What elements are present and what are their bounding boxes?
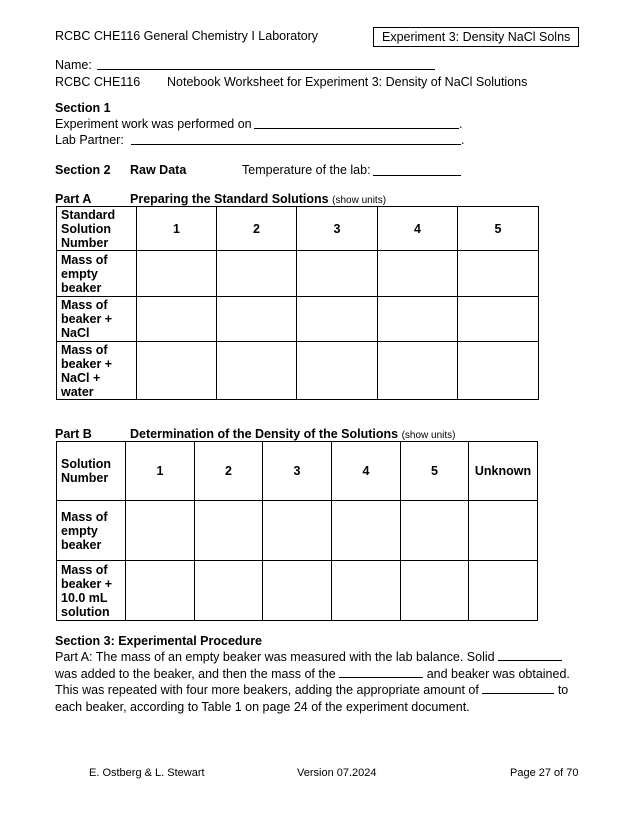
corner-cell: Solution Number	[57, 442, 126, 501]
data-cell[interactable]	[217, 297, 297, 342]
data-cell[interactable]	[469, 501, 538, 561]
data-cell[interactable]	[217, 342, 297, 400]
section1-heading: Section 1	[55, 101, 111, 115]
experiment-box: Experiment 3: Density NaCl Solns	[373, 27, 579, 47]
column-header: 4	[332, 442, 401, 501]
column-header: 2	[217, 207, 297, 251]
procedure-line-1: Part A: The mass of an empty beaker was measured with the lab balance. Solid	[55, 649, 575, 666]
part-a-title-line	[130, 192, 386, 206]
column-header: 4	[378, 207, 458, 251]
part-a-title: Preparing the Standard Solutions	[130, 192, 329, 206]
performed-label: Experiment work was performed on	[55, 117, 252, 131]
data-cell[interactable]	[217, 251, 297, 297]
column-header: Unknown	[469, 442, 538, 501]
row-label: Mass of empty beaker	[57, 501, 126, 561]
row-label: Mass of beaker + NaCl	[57, 297, 137, 342]
temperature-label: Temperature of the lab:	[242, 163, 371, 177]
column-header: 5	[458, 207, 539, 251]
name-label: Name:	[55, 58, 92, 72]
footer-version: Version 07.2024	[297, 767, 377, 779]
section3-heading: Section 3: Experimental Procedure	[55, 634, 263, 648]
part-b-units-note: (show units)	[401, 430, 456, 441]
column-header: 3	[297, 207, 378, 251]
data-cell[interactable]	[332, 501, 401, 561]
data-cell[interactable]	[458, 297, 539, 342]
data-cell[interactable]	[137, 251, 217, 297]
table-row	[57, 297, 539, 342]
data-cell[interactable]	[126, 501, 195, 561]
data-cell[interactable]	[263, 561, 332, 621]
part-a-units-note: (show units)	[332, 195, 387, 206]
footer-page: Page 27 of 70	[510, 767, 579, 779]
data-cell[interactable]	[458, 342, 539, 400]
procedure-line-2: was added to the beaker, and then the mass of the and beaker was obtained.	[55, 666, 570, 681]
data-cell[interactable]	[332, 561, 401, 621]
partner-field[interactable]	[131, 132, 461, 145]
table-row	[57, 342, 539, 400]
data-cell[interactable]	[297, 297, 378, 342]
column-header: 2	[195, 442, 263, 501]
table-row	[57, 442, 538, 501]
performed-date-field[interactable]	[254, 116, 459, 129]
table-row	[57, 251, 539, 297]
procedure-text	[55, 649, 575, 715]
data-cell[interactable]	[378, 297, 458, 342]
period: .	[461, 133, 465, 147]
data-cell[interactable]	[263, 501, 332, 561]
data-cell[interactable]	[297, 251, 378, 297]
procedure-line-4: each beaker, according to Table 1 on page 24 of the experiment document.	[55, 699, 470, 714]
data-cell[interactable]	[297, 342, 378, 400]
name-field[interactable]	[97, 57, 435, 70]
row-label: Mass of beaker + NaCl + water	[57, 342, 137, 400]
raw-data-label: Raw Data	[130, 163, 187, 177]
header-course: RCBC CHE116 General Chemistry I Laboratory	[55, 29, 319, 43]
data-cell[interactable]	[458, 251, 539, 297]
data-cell[interactable]	[195, 501, 263, 561]
part-b-table	[56, 441, 538, 621]
part-a-table	[56, 206, 539, 400]
period: .	[459, 117, 463, 131]
subtitle-course-code: RCBC CHE116	[55, 75, 141, 89]
solid-blank[interactable]	[498, 649, 562, 661]
temperature-field[interactable]	[373, 163, 461, 176]
data-cell[interactable]	[137, 297, 217, 342]
part-a-label: Part A	[55, 192, 92, 206]
column-header: 3	[263, 442, 332, 501]
data-cell[interactable]	[195, 561, 263, 621]
column-header: 1	[137, 207, 217, 251]
data-cell[interactable]	[378, 342, 458, 400]
mass-of-blank[interactable]	[339, 666, 423, 678]
table-row	[57, 561, 538, 621]
partner-label: Lab Partner:	[55, 133, 124, 147]
data-cell[interactable]	[126, 561, 195, 621]
part-b-title-line	[130, 427, 455, 441]
data-cell[interactable]	[401, 501, 469, 561]
data-cell[interactable]	[137, 342, 217, 400]
corner-cell: Standard Solution Number	[57, 207, 137, 251]
part-b-label: Part B	[55, 427, 92, 441]
amount-blank[interactable]	[482, 682, 554, 694]
data-cell[interactable]	[401, 561, 469, 621]
procedure-line-3: This was repeated with four more beakers, adding the appropriate amount of to	[55, 683, 569, 697]
data-cell[interactable]	[469, 561, 538, 621]
footer-authors: E. Ostberg & L. Stewart	[89, 767, 205, 779]
column-header: 5	[401, 442, 469, 501]
table-row	[57, 501, 538, 561]
section2-heading: Section 2	[55, 163, 111, 177]
table-row	[57, 207, 539, 251]
row-label: Mass of empty beaker	[57, 251, 137, 297]
data-cell[interactable]	[378, 251, 458, 297]
subtitle-title: Notebook Worksheet for Experiment 3: Density of NaCl Solutions	[167, 75, 528, 89]
column-header: 1	[126, 442, 195, 501]
row-label: Mass of beaker + 10.0 mL solution	[57, 561, 126, 621]
part-b-title: Determination of the Density of the Solutions	[130, 427, 399, 441]
